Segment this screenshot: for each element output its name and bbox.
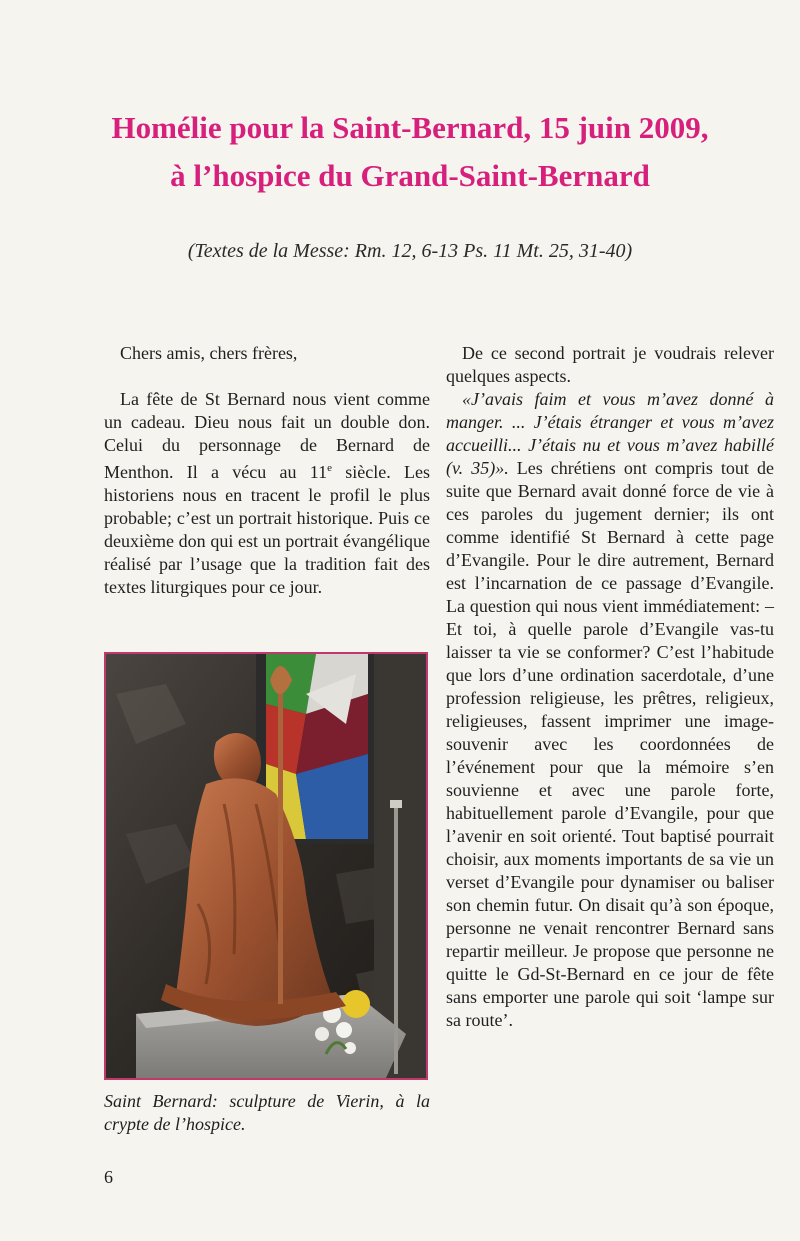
right-column (446, 342, 774, 1032)
paragraph-gospel-body: Les chrétiens ont compris tout de suite que Bernard avait donné force de vie à ces paroles du jugement dernier; ils ont comme identifié St Bernard à cette page d’Evangile. Pour le dire autrement, Bernard est l’incarnation de ce passage d’Evangile. La question qui nous vient immédiatement: – Et toi, à quelle parole d’Evangile vas-tu laisser ta vie se conformer? C’est l’habitude que lors d’une ordination sacerdotale, d’une profession religieuse, les prêtres, religieux, religieuses, fassent imprimer une image-souvenir avec les coordonnées de l’événement pour que la mémoire s’en souvienne et avec une parole forte, habituellement parole d’Evangile, pour que l’avenir en soit orienté. Tout baptisé pourrait choisir, aux moments importants de sa vie un verset d’Evangile pour dynamiser ou baliser son chemin futur. On disait qu’à son époque, personne ne venait rencontrer Bernard sans repartir meilleur. Je propose que personne ne quitte le Gd-St-Bernard en ce jour de fête sans emporter une parole qui soit ‘lampe sur sa route’. (446, 458, 774, 1030)
sculpture-illustration (106, 654, 426, 1078)
sculpture-photo (104, 652, 428, 1080)
salutation: Chers amis, chers frères, (120, 343, 298, 363)
paragraph-feast (104, 388, 430, 599)
left-column (104, 342, 430, 599)
paragraph-second-portrait: De ce second portrait je voudrais relever quelques aspects. (446, 343, 774, 386)
page-number: 6 (104, 1167, 113, 1187)
paragraph-gospel-quote (446, 388, 774, 1032)
paragraph-feast-part-1: La fête de St Bernard nous vient comme un cadeau. Dieu nous fait un double don. Celui du personnage de Bernard de Menthon. Il a vécu au 11 (104, 389, 430, 482)
century-superscript: e (327, 462, 332, 474)
mass-readings-reference: (Textes de la Messe: Rm. 12, 6-13 Ps. 11 Mt. 25, 31-40) (187, 240, 633, 262)
page-title (60, 104, 760, 200)
title-line-1: Homélie pour la Saint-Bernard, 15 juin 2009, (111, 110, 709, 145)
paragraph-feast-part-2: siècle. Les historiens nous en tracent le profil le plus probable; c’est un portrait historique. Puis ce deuxième don qui est un portrait évangélique réalisé par l’usage que la tradition fait des textes liturgiques pour ce jour. (104, 462, 430, 597)
title-line-2: à l’hospice du Grand-Saint-Bernard (170, 158, 650, 193)
photo-caption: Saint Bernard: sculpture de Vierin, à la crypte de l’hospice. (104, 1091, 430, 1134)
gospel-quote: «J’avais faim et vous m’avez donné à manger. ... J’étais étranger et vous m’avez accueilli... J’étais nu et vous m’avez habillé (v. 35)». (446, 389, 774, 478)
